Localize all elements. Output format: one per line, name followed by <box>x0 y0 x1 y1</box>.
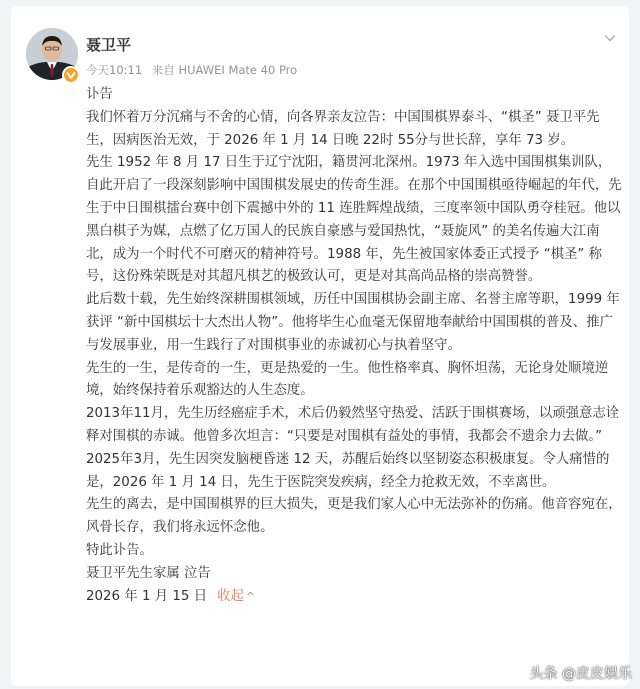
post-source: 来自 HUAWEI Mate 40 Pro <box>151 63 298 77</box>
post-date: 2026 年 1 月 15 日 <box>86 588 208 604</box>
post-time[interactable]: 今天10:11 <box>86 63 143 77</box>
chevron-up-icon: ^ <box>245 589 256 603</box>
post-body <box>86 84 624 608</box>
post-paragraph: 先生的离去，是中国围棋界的巨大损失，更是我们家人心中无法弥补的伤痛。他音容宛在，风骨长存，我们将永远怀念他。 <box>86 497 622 536</box>
post-paragraph: 此后数十载，先生始终深耕围棋领域，历任中国围棋协会副主席、名誉主席等职，1999 年获评 “新中国棋坛十大杰出人物”。他将毕生心血毫无保留地奉献给中国围棋的普及、推广与发展事业，用一生践行了对围棋事业的赤诚初心与执着坚守。 <box>86 292 620 353</box>
post-paragraph: 讣告 <box>86 87 113 102</box>
post-signature: 聂卫平先生家属 泣告 <box>86 565 211 581</box>
collapse-label: 收起 <box>217 588 244 604</box>
post-paragraph: 先生的一生，是传奇的一生，更是热爱的一生。他性格率真、胸怀坦荡，无论身处顺境逆境，始终保持着乐观豁达的人生态度。 <box>86 360 609 399</box>
collapse-button[interactable] <box>217 586 255 609</box>
post-paragraph: 先生 1952 年 8 月 17 日生于辽宁沈阳，籍贯河北深州。1973 年入选中国围棋集训队，自此开启了一段深刻影响中国围棋发展史的传奇生涯。在那个中国围棋亟待崛起的年代，先生于中日围棋擂台赛中创下震撼中外的 11 连胜辉煌战绩，三度率领中国队勇夺桂冠。他以黑白棋子为媒，点燃了亿万国人的民族自豪感与爱国热忱，“聂旋风” 的美名传遍大江南北，成为一个时代不可磨灭的精神符号。1988 年，先生被国家体委正式授予 “棋圣” 称号，这份殊荣既是对其超凡棋艺的极致认可，更是对其高尚品格的崇高赞誉。 <box>86 155 622 285</box>
chevron-down-icon[interactable] <box>603 30 617 44</box>
verified-badge-icon <box>62 66 80 84</box>
author-name[interactable]: 聂卫平 <box>86 36 132 54</box>
post-paragraph: 2013年11月，先生历经癌症手术，术后仍毅然坚守热爱、活跃于围棋赛场，以顽强意志诠释对围棋的赤诚。他曾多次坦言：“只要是对围棋有益处的事情，我都会不遗余力去做。” <box>86 406 620 444</box>
watermark: 头条 @皮皮娱乐 <box>529 666 632 682</box>
post-meta <box>86 62 303 78</box>
post-paragraph: 2025年3月，先生因突发脑梗昏迷 12 天，苏醒后始终以坚韧姿态积极康复。令人痛惜的是，2026 年 1 月 14 日，先生于医院突发疾病，经全力抢救无效，不幸离世。 <box>86 451 610 490</box>
weibo-post-card <box>11 6 629 686</box>
post-paragraph: 特此讣告。 <box>86 542 153 558</box>
post-footer <box>86 586 624 609</box>
post-paragraph: 我们怀着万分沉痛与不舍的心情，向各界亲友泣告：中国围棋界泰斗、“棋圣” 聂卫平先生，因病医治无效，于 2026 年 1 月 14 日晚 22时 55分与世长辞，享年 73 岁。 <box>86 109 600 148</box>
